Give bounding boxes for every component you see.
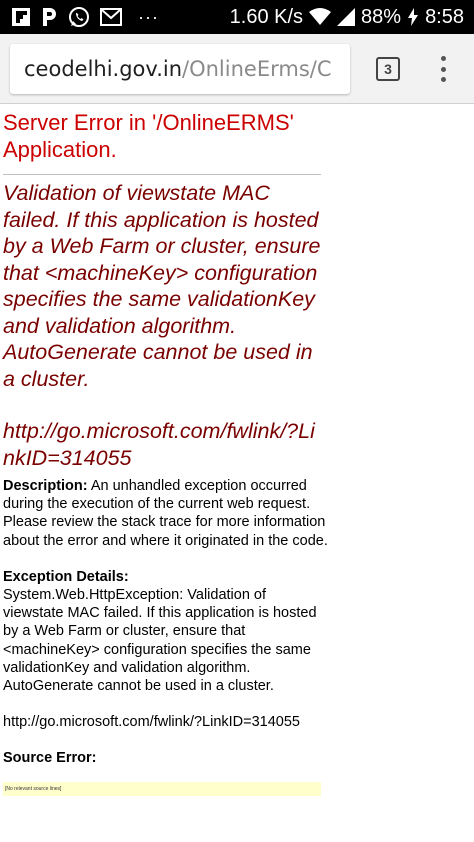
source-code-box: [No relevant source lines]: [3, 782, 321, 796]
charging-icon: [407, 8, 419, 26]
whatsapp-icon: [68, 6, 90, 28]
flipboard-icon: [12, 8, 30, 26]
more-notifications: ···: [138, 6, 159, 27]
exception-text: System.Web.HttpException: Validation of viewstate MAC failed. If this application is hosted by a Web Farm or cluster, ensure that <machineKey> configuration specifies the same validationKey and validation algorithm. AutoGenerate cannot be used in a cluster.: [3, 587, 317, 695]
browser-toolbar: [0, 34, 474, 104]
error-heading: [3, 180, 323, 471]
error-help-link: http://go.microsoft.com/fwlink/?LinkID=314055: [3, 419, 315, 470]
url-path: /OnlineErms/C: [182, 57, 332, 81]
error-message: Validation of viewstate MAC failed. If this application is hosted by a Web Farm or cluster, ensure that <machineKey> configuration specifies the same validationKey and validation algorithm. AutoGenerate cannot be used in a cluster.: [3, 181, 321, 391]
description-text: An unhandled exception occurred during the execution of the current web request. Please review the stack trace for more information about the error and where it originated in the code.: [3, 478, 328, 549]
p-app-icon: [40, 7, 58, 27]
exception-help-link: http://go.microsoft.com/fwlink/?LinkID=314055: [3, 714, 300, 731]
tab-switcher-button[interactable]: 3: [376, 57, 400, 81]
wifi-icon: [309, 8, 331, 26]
battery-level: 88%: [361, 5, 402, 28]
system-status: [230, 6, 464, 29]
description-label: Description:: [3, 478, 88, 494]
address-bar[interactable]: [10, 44, 350, 94]
exception-label: Exception Details:: [3, 568, 129, 585]
signal-icon: [337, 8, 355, 26]
page-content: [3, 104, 333, 796]
status-bar: [0, 0, 474, 34]
page-title: Server Error in '/OnlineERMS' Application.: [3, 110, 294, 162]
description-block: [3, 477, 328, 550]
gmail-icon: [100, 8, 122, 26]
notification-icons: [12, 6, 159, 28]
network-speed: 1.60 K/s: [229, 5, 304, 28]
overflow-menu-icon[interactable]: [436, 54, 450, 84]
source-error-label: Source Error:: [3, 750, 97, 767]
clock: 8:58: [425, 5, 464, 28]
divider: [3, 174, 321, 175]
url-host: ceodelhi.gov.in: [24, 57, 183, 81]
